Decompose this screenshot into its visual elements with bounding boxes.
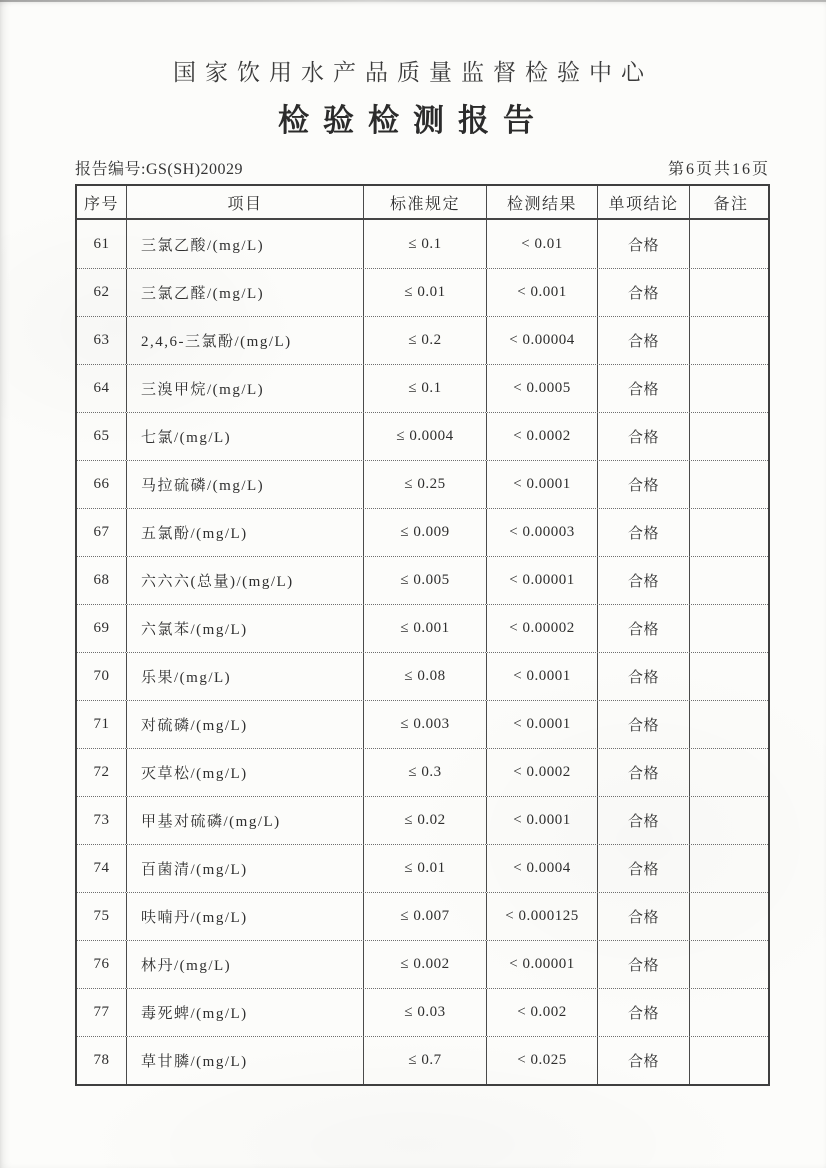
cell-standard: ≤ 0.002: [364, 941, 487, 988]
cell-serial-number: 76: [77, 941, 127, 988]
cell-result: < 0.000125: [487, 893, 598, 940]
cell-remark: [690, 413, 772, 460]
cell-item-name: 呋喃丹/(mg/L): [127, 893, 364, 940]
table-header-row: [77, 186, 768, 220]
cell-conclusion: 合格: [598, 797, 690, 844]
cell-conclusion: 合格: [598, 269, 690, 316]
cell-conclusion: 合格: [598, 220, 690, 268]
cell-conclusion: 合格: [598, 893, 690, 940]
cell-serial-number: 64: [77, 365, 127, 412]
report-title: 检验检测报告: [278, 103, 548, 138]
cell-item-name: 2,4,6-三氯酚/(mg/L): [127, 317, 364, 364]
cell-item-name: 毒死蜱/(mg/L): [127, 989, 364, 1036]
cell-result: < 0.0004: [487, 845, 598, 892]
cell-standard: ≤ 0.005: [364, 557, 487, 604]
cell-remark: [690, 749, 772, 796]
column-header-no: 序号: [77, 186, 127, 218]
cell-serial-number: 75: [77, 893, 127, 940]
cell-conclusion: 合格: [598, 653, 690, 700]
cell-result: < 0.00004: [487, 317, 598, 364]
cell-remark: [690, 220, 772, 268]
cell-result: < 0.0001: [487, 797, 598, 844]
table-row: [77, 1036, 768, 1084]
cell-standard: ≤ 0.003: [364, 701, 487, 748]
cell-item-name: 马拉硫磷/(mg/L): [127, 461, 364, 508]
cell-conclusion: 合格: [598, 557, 690, 604]
table-row: [77, 748, 768, 796]
cell-standard: ≤ 0.02: [364, 797, 487, 844]
table-body: [77, 220, 768, 1084]
cell-serial-number: 65: [77, 413, 127, 460]
cell-item-name: 三溴甲烷/(mg/L): [127, 365, 364, 412]
column-header-result: 检测结果: [487, 186, 598, 218]
column-header-standard: 标准规定: [364, 186, 487, 218]
cell-result: < 0.0005: [487, 365, 598, 412]
cell-conclusion: 合格: [598, 1037, 690, 1084]
cell-result: < 0.00001: [487, 941, 598, 988]
report-number-label: 报告编号:: [75, 161, 146, 178]
cell-item-name: 七氯/(mg/L): [127, 413, 364, 460]
cell-standard: ≤ 0.3: [364, 749, 487, 796]
cell-standard: ≤ 0.01: [364, 845, 487, 892]
results-table: [75, 184, 770, 1086]
cell-standard: ≤ 0.7: [364, 1037, 487, 1084]
table-row: [77, 556, 768, 604]
cell-result: < 0.0002: [487, 749, 598, 796]
column-header-item: 项目: [127, 186, 364, 218]
cell-item-name: 乐果/(mg/L): [127, 653, 364, 700]
cell-serial-number: 63: [77, 317, 127, 364]
cell-result: < 0.0001: [487, 701, 598, 748]
table-row: [77, 220, 768, 268]
cell-item-name: 对硫磷/(mg/L): [127, 701, 364, 748]
cell-serial-number: 66: [77, 461, 127, 508]
cell-remark: [690, 845, 772, 892]
cell-result: < 0.025: [487, 1037, 598, 1084]
cell-remark: [690, 797, 772, 844]
page-indicator: 第6页共16页: [667, 161, 770, 178]
column-header-remark: 备注: [713, 195, 749, 213]
cell-result: < 0.00003: [487, 509, 598, 556]
table-row: [77, 700, 768, 748]
table-row: [77, 940, 768, 988]
cell-serial-number: 78: [77, 1037, 127, 1084]
cell-serial-number: 62: [77, 269, 127, 316]
cell-standard: ≤ 0.25: [364, 461, 487, 508]
cell-remark: [690, 941, 772, 988]
column-header-conclusion: 单项结论: [598, 186, 690, 218]
cell-remark: [690, 269, 772, 316]
cell-conclusion: 合格: [598, 941, 690, 988]
cell-remark: [690, 461, 772, 508]
cell-item-name: 甲基对硫磷/(mg/L): [127, 797, 364, 844]
cell-standard: ≤ 0.1: [364, 220, 487, 268]
cell-result: < 0.00001: [487, 557, 598, 604]
cell-standard: ≤ 0.0004: [364, 413, 487, 460]
cell-standard: ≤ 0.001: [364, 605, 487, 652]
cell-serial-number: 67: [77, 509, 127, 556]
cell-result: < 0.0001: [487, 653, 598, 700]
cell-remark: [690, 509, 772, 556]
cell-standard: ≤ 0.007: [364, 893, 487, 940]
cell-serial-number: 70: [77, 653, 127, 700]
table-row: [77, 604, 768, 652]
cell-standard: ≤ 0.08: [364, 653, 487, 700]
table-row: [77, 508, 768, 556]
table-row: [77, 988, 768, 1036]
cell-remark: [690, 605, 772, 652]
cell-result: < 0.001: [487, 269, 598, 316]
report-number: [75, 156, 243, 179]
cell-serial-number: 77: [77, 989, 127, 1036]
cell-serial-number: 61: [77, 220, 127, 268]
table-row: [77, 652, 768, 700]
cell-serial-number: 69: [77, 605, 127, 652]
cell-serial-number: 71: [77, 701, 127, 748]
cell-item-name: 三氯乙酸/(mg/L): [127, 220, 364, 268]
table-row: [77, 364, 768, 412]
cell-remark: [690, 557, 772, 604]
cell-remark: [690, 365, 772, 412]
organization-name: 国家饮用水产品质量监督检验中心: [173, 60, 653, 85]
cell-conclusion: 合格: [598, 461, 690, 508]
report-number-value: GS(SH)20029: [145, 161, 244, 178]
cell-conclusion: 合格: [598, 701, 690, 748]
cell-remark: [690, 893, 772, 940]
cell-serial-number: 73: [77, 797, 127, 844]
cell-item-name: 五氯酚/(mg/L): [127, 509, 364, 556]
cell-standard: ≤ 0.03: [364, 989, 487, 1036]
cell-standard: ≤ 0.1: [364, 365, 487, 412]
table-row: [77, 892, 768, 940]
cell-remark: [690, 1037, 772, 1084]
table-row: [77, 844, 768, 892]
cell-conclusion: 合格: [598, 989, 690, 1036]
cell-result: < 0.01: [487, 220, 598, 268]
cell-standard: ≤ 0.01: [364, 269, 487, 316]
cell-serial-number: 72: [77, 749, 127, 796]
cell-result: < 0.002: [487, 989, 598, 1036]
cell-item-name: 六氯苯/(mg/L): [127, 605, 364, 652]
table-row: [77, 268, 768, 316]
cell-conclusion: 合格: [598, 317, 690, 364]
cell-result: < 0.0001: [487, 461, 598, 508]
cell-item-name: 六六六(总量)/(mg/L): [127, 557, 364, 604]
meta-row: [75, 156, 770, 179]
table-row: [77, 412, 768, 460]
cell-conclusion: 合格: [598, 365, 690, 412]
cell-result: < 0.00002: [487, 605, 598, 652]
cell-item-name: 林丹/(mg/L): [127, 941, 364, 988]
table-row: [77, 796, 768, 844]
cell-remark: [690, 989, 772, 1036]
table-row: [77, 460, 768, 508]
cell-serial-number: 74: [77, 845, 127, 892]
cell-remark: [690, 317, 772, 364]
cell-item-name: 灭草松/(mg/L): [127, 749, 364, 796]
cell-remark: [690, 701, 772, 748]
cell-remark: [690, 653, 772, 700]
cell-conclusion: 合格: [598, 749, 690, 796]
cell-item-name: 草甘膦/(mg/L): [127, 1037, 364, 1084]
cell-conclusion: 合格: [598, 845, 690, 892]
cell-item-name: 三氯乙醛/(mg/L): [127, 269, 364, 316]
cell-conclusion: 合格: [598, 509, 690, 556]
cell-result: < 0.0002: [487, 413, 598, 460]
cell-serial-number: 68: [77, 557, 127, 604]
cell-item-name: 百菌清/(mg/L): [127, 845, 364, 892]
cell-conclusion: 合格: [598, 413, 690, 460]
table-row: [77, 316, 768, 364]
cell-standard: ≤ 0.009: [364, 509, 487, 556]
cell-standard: ≤ 0.2: [364, 317, 487, 364]
cell-conclusion: 合格: [598, 605, 690, 652]
